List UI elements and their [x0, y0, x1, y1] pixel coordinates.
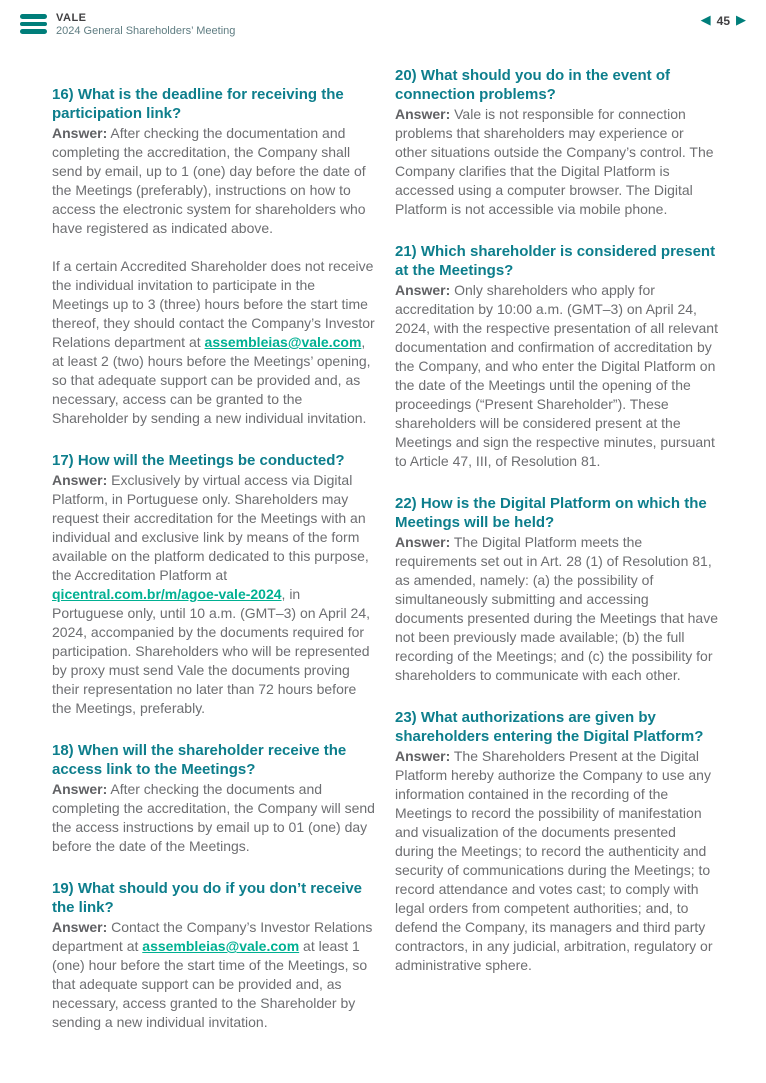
hamburger-bar — [20, 14, 47, 19]
question-heading: 22) How is the Digital Platform on which the Meetings will be held? — [395, 495, 707, 531]
question-heading: 20) What should you do in the event of connection problems? — [395, 67, 671, 103]
answer-label: Answer: — [52, 781, 108, 797]
answer-text: Exclusively by virtual access via Digital Platform, in Portuguese only. Shareholders may request their accreditation for the Meetings with an individual and exclusive link by means of the form available on the platform dedicated to this purpose, the Accreditation Platform at — [52, 472, 369, 583]
answer-paragraph — [52, 918, 375, 1032]
qa-item — [395, 494, 718, 685]
qa-item — [52, 451, 375, 718]
answer-text: If a certain Accredited Shareholder does not receive the individual invitation to participate in the Meetings up to 3 (three) hours before the start time thereof, they should contact the Company’s Investor Relations department at — [52, 258, 375, 350]
pager — [701, 13, 746, 29]
answer-text: Contact the Company’s Investor Relations department at — [52, 919, 373, 954]
email-link[interactable]: assembleias@vale.com — [142, 938, 300, 954]
left-column — [52, 66, 375, 1055]
answer-paragraph — [52, 124, 375, 238]
accreditation-platform-link[interactable]: qicentral.com.br/m/agoe-vale-2024 — [52, 586, 282, 602]
question-heading: 23) What authorizations are given by shareholders entering the Digital Platform? — [395, 709, 704, 745]
qa-item — [395, 708, 718, 975]
answer-text: Only shareholders who apply for accreditation by 10:00 a.m. (GMT–3) on April 24, 2024, with the respective presentation of all relevant documentation and confirmation of accreditation by the Company, and who enter the Digital Platform on the date of the Meetings until the opening of the proceedings (“Present Shareholder”). These shareholders will be considered present at the Meetings and sign the respective minutes, pursuant to Article 47, III, of Resolution 81. — [395, 282, 718, 469]
answer-text: , at least 2 (two) hours before the Meetings’ opening, so that adequate support can be provided and, as necessary, access can be granted to the Shareholder by sending a new individual invitation. — [52, 334, 371, 426]
answer-label: Answer: — [395, 534, 451, 550]
question-heading: 16) What is the deadline for receiving the participation link? — [52, 86, 344, 122]
page-header — [20, 12, 746, 38]
answer-label: Answer: — [52, 919, 108, 935]
brand-name: VALE — [56, 12, 87, 24]
question-heading: 17) How will the Meetings be conducted? — [52, 452, 345, 469]
answer-text: After checking the documentation and completing the accreditation, the Company shall send by email, up to 1 (one) day before the date of the Meetings (preferably), instructions on how to access the electronic system for shareholders who have registered as indicated above. — [52, 125, 366, 236]
question-heading: 19) What should you do if you don’t receive the link? — [52, 880, 363, 916]
brand-subtitle: 2024 General Shareholders’ Meeting — [56, 25, 236, 37]
hamburger-menu-icon[interactable] — [20, 14, 47, 34]
answer-paragraph — [52, 471, 375, 718]
answer-text: The Digital Platform meets the requirements set out in Art. 28 (1) of Resolution 81, as amended, namely: (a) the possibility of simultaneously submitting and accessing documents presented during the Meetings that have not been previously made available; (b) the full recording of the Meetings; and (c) the possibility for shareholders to communicate with each other. — [395, 534, 718, 683]
document-body — [52, 66, 718, 1055]
email-link[interactable]: assembleias@vale.com — [204, 334, 362, 350]
answer-paragraph — [395, 747, 718, 975]
right-column — [395, 66, 718, 1055]
qa-item — [395, 242, 718, 471]
answer-paragraph — [395, 533, 718, 685]
question-heading: 21) Which shareholder is considered present at the Meetings? — [395, 243, 716, 279]
answer-paragraph — [395, 281, 718, 471]
brand-block — [56, 12, 235, 38]
answer-label: Answer: — [395, 748, 451, 764]
answer-text: at least 1 (one) hour before the start time of the Meetings, so that adequate support can be provided and, as necessary, access granted to the Shareholder by sending a new individual invitation. — [52, 938, 368, 1030]
qa-item — [52, 741, 375, 856]
next-page-icon[interactable]: ▶ — [736, 13, 746, 28]
answer-text: Vale is not responsible for connection problems that shareholders may experience or other situations outside the Company’s control. The Company clarifies that the Digital Platform is accessed using a computer browser. The Digital Platform is not accessible via mobile phone. — [395, 106, 714, 217]
answer-text: , in Portuguese only, until 10 a.m. (GMT–3) on April 24, 2024, accompanied by the documents required for participation. Shareholders who will be represented by proxy must send Vale the documents proving their representation no later than 72 hours before the Meetings, preferably. — [52, 586, 371, 716]
question-heading: 18) When will the shareholder receive the access link to the Meetings? — [52, 742, 347, 778]
prev-page-icon[interactable]: ◀ — [700, 13, 711, 28]
hamburger-bar — [20, 29, 47, 34]
answer-label: Answer: — [52, 472, 108, 488]
answer-label: Answer: — [395, 282, 451, 298]
page-number: 45 — [716, 14, 730, 28]
qa-item — [52, 85, 375, 428]
answer-label: Answer: — [52, 125, 108, 141]
answer-label: Answer: — [395, 106, 451, 122]
answer-paragraph — [52, 257, 375, 428]
answer-text: After checking the documents and completing the accreditation, the Company will send the access instructions by email up to 01 (one) day before the date of the Meetings. — [52, 781, 375, 854]
answer-text: The Shareholders Present at the Digital Platform hereby authorize the Company to use any information contained in the recording of the Meetings to record the possibility of manifestation and visualization of the documents presented during the Meetings; to record the authenticity and security of communications during the Meetings; to record attendance and votes cast; to comply with legal orders from competent authorities; and, to defend the Company, its managers and third party contractors, in any judicial, arbitration, regulatory or administrative sphere. — [395, 748, 713, 973]
answer-paragraph — [395, 105, 718, 219]
answer-paragraph — [52, 780, 375, 856]
qa-item — [395, 66, 718, 219]
qa-item — [52, 879, 375, 1032]
hamburger-bar — [20, 22, 47, 27]
